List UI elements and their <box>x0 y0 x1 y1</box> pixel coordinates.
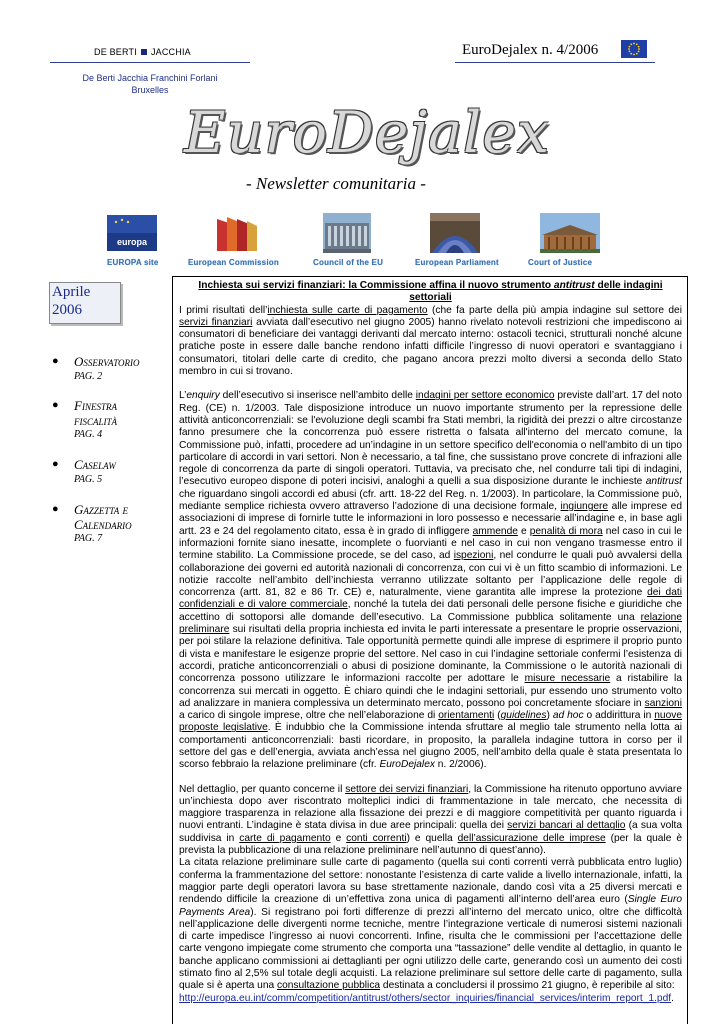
institution-label-europa[interactable]: EUROPA site <box>107 258 159 267</box>
sidebar-item-title: Gazzetta e <box>74 502 128 517</box>
issue-year: 2006 <box>52 302 82 318</box>
bullet-icon: ● <box>52 458 59 470</box>
issue-number: EuroDejalex n. 4/2006 <box>462 42 599 58</box>
court-link[interactable] <box>540 213 600 253</box>
article <box>179 280 682 1005</box>
firm-name-left: DE BERTI <box>94 47 137 57</box>
issue-month: Aprile <box>52 284 91 300</box>
institution-label-parliament[interactable]: European Parliament <box>415 258 499 267</box>
institution-label-court[interactable]: Court of Justice <box>528 258 593 267</box>
parliament-hemicycle-icon <box>430 213 480 253</box>
europa-link[interactable] <box>107 213 157 253</box>
sidebar-item-page: PAG. 7 <box>74 533 103 544</box>
parliament-link[interactable] <box>430 213 480 253</box>
newsletter-subtitle: - Newsletter comunitaria - <box>246 174 426 193</box>
council-building-icon <box>323 213 371 253</box>
article-paragraph-3: Nel dettaglio, per quanto concerne il settore dei servizi finanziari, la Commissione ha ritenuto opportuno avviare un’inchiesta dopo aver riscontrato molteplici indici di frammentazione in tale mercato, che necessita di maggiore trasparenza in relazione alla fissazione dei prezzi e di maggiore competitività per quanto riguarda i nuovi entranti. L’indagine è stata divisa in due aree principali: quella dei servizi bancari al dettaglio (a sua volta suddivisa in carte di pagamento e conti correnti) e quella dell’assicurazione delle imprese (per la quale è prevista la pubblicazione di una relazione preliminare nell’autunno di quest’anno). <box>179 783 683 857</box>
bullet-icon: ● <box>52 399 59 411</box>
sidebar-item-page: PAG. 5 <box>74 474 103 485</box>
bullet-icon: ● <box>52 503 59 515</box>
institution-label-commission[interactable]: European Commission <box>188 258 279 267</box>
firm-name-right: JACCHIA <box>150 47 191 57</box>
svg-text:europa: europa <box>116 237 148 247</box>
commission-flags-icon <box>213 213 261 253</box>
square-separator-icon <box>141 49 147 55</box>
article-paragraph-1: I primi risultati dell’inchiesta sulle carte di pagamento (che fa parte della più ampia indagine sul settore dei servizi finanziari avviata dall’esecutivo nel giugno 2005) hanno rivelato notevoli restrizioni che impediscono ai consumatori di beneficiare dei vantaggi derivanti dal mercato interno: ostacoli tecnici, strutturali nonché alcune pratiche poste in essere dalle banche rendono infatti difficile l’ingresso di nuovi operatori e svantaggiano i consumatori, titolari delle carte di credito, che pagano ancora prezzi molto diversi a seconda dello Stato membro in cui si trovano. <box>179 304 683 378</box>
article-paragraph-4: La citata relazione preliminare sulle carte di pagamento (quella sui conti correnti verrà pubblicata entro luglio) conferma la frammentazione del settore: nonostante l’esistenza di carte valide a livello internazionale, infatti, la maggior parte degli operatori lavora su base strettamente nazionale, dando così vita a 25 diversi mercati e rendendo difficile la creazione di un’effettiva zona unica di pagamenti all’interno dell’area euro (Single Euro Payments Area). Si registrano poi forti differenze di prezzi all’interno del mercato unico, oltre che difficoltà nell’applicazione delle divergenti norme tecniche, mentre l’integrazione verticale di numerosi sistemi nazionali di carte impedisce l’ingresso ai nuovi concorrenti. Infine, risulta che le commissioni per l’accettazione delle carte vengono impiegate come strumento che comporta una “tassazione” delle vendite al dettaglio, in quanto le banche applicano commissioni ai dettaglianti per ogni utilizzo delle carte, generando così un aumento dei costi stimato fino al 2,5% sul totale degli acquisti. La relazione preliminare sul settore delle carte di pagamento, sulla quale si è aperta una consultazione pubblica destinata a concludersi il prossimo 21 giugno, è reperibile al sito: http://europa.eu.int/comm/competition/antitrust/others/sector_inquiries/financial_services/interim_report_1.pdf. <box>179 857 682 1004</box>
firm-header <box>94 47 191 57</box>
newsletter-logo: EuroDejalex <box>184 100 551 166</box>
firm-city: Bruxelles <box>131 85 169 95</box>
sidebar-item-page: PAG. 2 <box>74 371 103 382</box>
council-link[interactable] <box>323 213 371 253</box>
sidebar-item-title: Finestra <box>74 398 117 413</box>
sidebar-item-title-line2: Calendario <box>74 517 132 532</box>
sidebar-item-page: PAG. 4 <box>74 429 103 440</box>
article-paragraph-2: L’enquiry dell’esecutivo si inserisce nell’ambito delle indagini per settore economico previste dall’art. 17 del noto Reg. (CE) n. 1/2003. Tale disposizione introduce un nuovo importante strumento per la repressione delle attività anticoncorrenziali: se l'evoluzione degli scambi fra Stati membri, la rigidità dei prezzi o altre circostanze fanno presumere che la concorrenza può essere ristretta o falsata all'interno del mercato comune, la Commissione può, infatti, procedere ad un’indagine in un settore specifico dell'economia o nell'ambito di un tipo particolare di accordi in vari settori. Non è necessario, a tal fine, che sussistano prove concrete di infrazioni alle regole di concorrenza da parte di singoli operatori. Tuttavia, va precisato che, nel condurre tali tipi di indagini, l’esecutivo europeo dispone di poteri incisivi, analoghi a quelli a sua disposizione durante le inchieste antitrust che riguardano singoli accordi ed abusi (cfr. artt. 18-22 del Reg. n. 1/2003). In particolare, la Commissione può, mediante semplice richiesta ovvero attraverso l’adozione di una decisione formale, ingiungere alle imprese ed associazioni di imprese di fornirle tutte le informazioni in loro possesso e necessarie all’indagine e, in base agli artt. 23 e 24 del regolamento citato, essa è in grado di infliggere ammende e penalità di mora nel caso in cui le informazioni fornite siano inesatte, incomplete o fuorvianti e nel caso in cui non vengano trasmesse entro il termine stabilito. La Commissione procede, se del caso, ad ispezioni, nel condurre le quali può avvalersi della collaborazione dei governi ed autorità nazionali di concorrenza, con cui vi è un fitto scambio di informazioni. Le notizie raccolte nell’ambito dell’inchiesta verranno utilizzate soltanto per l’applicazione delle regole di concorrenza (artt. 81, 82 e 86 Tr. CE) e, naturalmente, viene garantita alle imprese la protezione dei dati confidenziali e di valore commerciale, nonché la tutela dei dati personali delle persone fisiche e giuridiche che accettino di sottoporsi alle domande dell’esecutivo. La Commissione pubblica solitamente una relazione preliminare sui risultati della propria inchiesta ed invita le parti interessate a presentare le proprie osservazioni, per poi stilare la relazione definitiva. Tale opportunità permette quindi alle imprese di esprimere il proprio punto di vista e manifestare le esigenze proprie del settore. Nel caso in cui l’indagine settoriale confermi l’esistenza di accordi, pratiche anticoncorrenziali o abusi di posizione dominante, la Commissione o le autorità nazionali di concorrenza possono utilizzare le informazioni raccolte per adottare le misure necessarie a ristabilire la concorrenza sui mercati in oggetto. È chiaro quindi che le indagini settoriali, pur essendo uno strumento volto ad analizzare in maniera complessiva un determinato mercato, possono poi concretamente sfociare in sanzioni a carico di singole imprese, oltre che nell’elaborazione di orientamenti (guidelines) ad hoc o addirittura in nuove proposte legislative. È indubbio che la Commissione intenda sfruttare al meglio tale strumento nella lotta ai comportamenti anticoncorrenziali: basti ricordare, in proposito, la parallela indagine tuttora in corso per il settore del gas e dell’energia, avviata anch’essa nel giugno 2005, nell’ambito della quale è stata presentata lo scorso febbraio la relazione preliminare (cfr. EuroDejalex n. 2/2006). <box>179 390 683 771</box>
firm-partners-line: De Berti Jacchia Franchini Forlani <box>82 73 218 83</box>
header-rule-right <box>455 62 655 63</box>
report-link[interactable]: http://europa.eu.int/comm/competition/antitrust/others/sector_inquiries/financial_services/interim_report_1.pdf <box>179 992 672 1004</box>
firm-partners <box>50 72 250 96</box>
bullet-icon: ● <box>52 355 59 367</box>
issue-date-box <box>49 282 121 324</box>
sidebar-item-gazzetta-calendario[interactable] <box>52 503 162 547</box>
sidebar-item-caselaw[interactable] <box>52 458 162 488</box>
article-title: Inchiesta sui servizi finanziari: la Commissione affina il nuovo strumento antitrust delle indagini settoriali <box>198 280 663 304</box>
sidebar-item-osservatorio[interactable] <box>52 355 162 385</box>
sidebar-item-title: Caselaw <box>74 457 116 472</box>
court-building-icon <box>540 213 600 253</box>
europa-logo-icon <box>107 213 157 253</box>
sidebar-item-finestra-fiscalita[interactable] <box>52 399 162 443</box>
header-rule-left <box>50 62 250 63</box>
institution-label-council[interactable]: Council of the EU <box>313 258 384 267</box>
sidebar-item-title: Osservatorio <box>74 354 140 369</box>
sidebar-item-title-line2: fiscalità <box>74 413 118 428</box>
commission-link[interactable] <box>213 213 261 253</box>
eu-flag-icon <box>621 40 647 58</box>
